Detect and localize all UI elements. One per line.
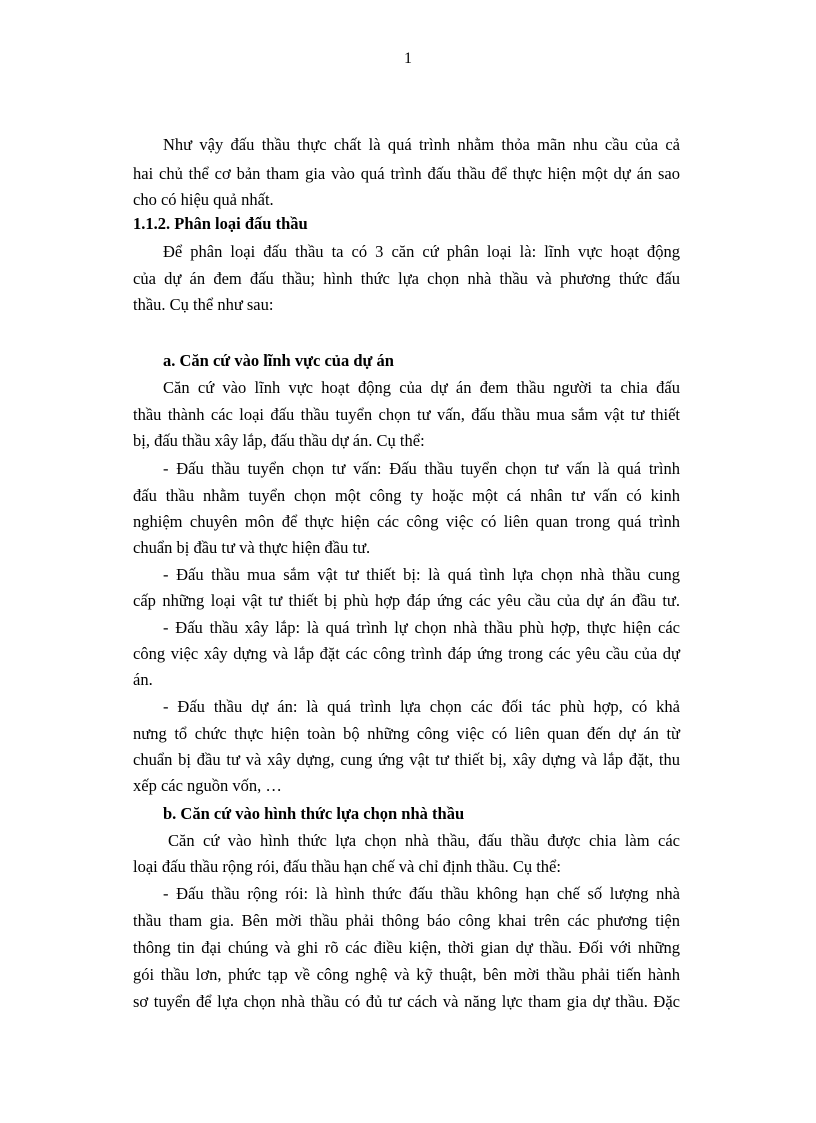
paragraph-line: thông tin đại chúng và ghi rõ các điều kiện, thời gian dự thầu. Đối với những: [133, 938, 680, 957]
paragraph-line: Để phân loại đấu thầu ta có 3 căn cứ phân loại là: lĩnh vực hoạt động: [163, 242, 680, 261]
paragraph-line: loại đấu thầu rộng rói, đấu thầu hạn chế và chỉ định thầu. Cụ thể:: [133, 857, 561, 876]
paragraph-line: hai chủ thể cơ bản tham gia vào quá trình đấu thầu để thực hiện một dự án sao: [133, 164, 680, 183]
paragraph-line: thầu thành các loại đấu thầu tuyển chọn tư vấn, đấu thầu mua sắm vật tư thiết: [133, 405, 680, 424]
paragraph-line: - Đấu thầu mua sắm vật tư thiết bị: là quá tình lựa chọn nhà thầu cung: [163, 565, 680, 584]
paragraph-line: - Đấu thầu tuyển chọn tư vấn: Đấu thầu tuyển chọn tư vấn là quá trình: [163, 459, 680, 478]
paragraph-line: chuẩn bị đầu tư và xây dựng, cung ứng vật tư thiết bị, xây dựng và lắp đặt, thu: [133, 750, 680, 769]
paragraph-line: Căn cứ vào hình thức lựa chọn nhà thầu, đấu thầu được chia làm các: [168, 831, 680, 850]
paragraph-line: xếp các nguồn vốn, …: [133, 776, 282, 795]
paragraph-line: sơ tuyển để lựa chọn nhà thầu có đủ tư cách và năng lực tham gia dự thầu. Đặc: [133, 992, 680, 1011]
paragraph-line: nưng tổ chức thực hiện toàn bộ những công việc có liên quan đến dự án từ: [133, 724, 680, 743]
subsection-heading: b. Căn cứ vào hình thức lựa chọn nhà thầu: [163, 804, 465, 823]
paragraph-line: - Đấu thầu rộng rói: là hình thức đấu thầu không hạn chế số lượng nhà: [163, 884, 680, 903]
paragraph-line: cho có hiệu quả nhất.: [133, 190, 274, 209]
page-number: 1: [404, 50, 412, 67]
paragraph-line: - Đấu thầu dự án: là quá trình lựa chọn các đối tác phù hợp, có khả: [163, 697, 680, 716]
paragraph-line: đấu thầu nhằm tuyển chọn một công ty hoặc một cá nhân tư vấn có kinh: [133, 486, 680, 505]
paragraph-line: - Đấu thầu xây lắp: là quá trình lự chọn nhà thầu phù hợp, thực hiện các: [163, 618, 680, 637]
paragraph-line: cấp những loại vật tư thiết bị phù hợp đáp ứng các yêu cầu của dự án đầu tư.: [133, 591, 680, 610]
section-heading: 1.1.2. Phân loại đấu thầu: [133, 214, 308, 233]
paragraph-line: gói thầu lơn, phức tạp về công nghệ và kỹ thuật, bên mời thầu phải tiến hành: [133, 965, 680, 984]
paragraph-line: chuẩn bị đầu tư và thực hiện đầu tư.: [133, 538, 371, 557]
paragraph-line: nghiệm chuyên môn để thực hiện các công việc có liên quan trong quá trình: [133, 512, 680, 531]
paragraph-line: thầu tham gia. Bên mời thầu phải thông báo công khai trên các phương tiện: [133, 911, 680, 930]
paragraph-line: án.: [133, 670, 153, 689]
paragraph-line: Căn cứ vào lĩnh vực hoạt động của dự án đem thầu người ta chia đấu: [163, 378, 680, 397]
paragraph-line: của dự án đem đấu thầu; hình thức lựa chọn nhà thầu và phương thức đấu: [133, 269, 680, 288]
paragraph-line: thầu. Cụ thể như sau:: [133, 295, 274, 314]
subsection-heading: a. Căn cứ vào lĩnh vực của dự án: [163, 351, 394, 370]
paragraph-line: công việc xây dựng và lắp đặt các công trình đáp ứng trong các yêu cầu của dự: [133, 644, 680, 663]
paragraph-line: bị, đấu thầu xây lắp, đấu thầu dự án. Cụ thể:: [133, 431, 425, 450]
paragraph-line: Như vậy đấu thầu thực chất là quá trình nhằm thỏa mãn nhu cầu của cả: [163, 135, 680, 154]
